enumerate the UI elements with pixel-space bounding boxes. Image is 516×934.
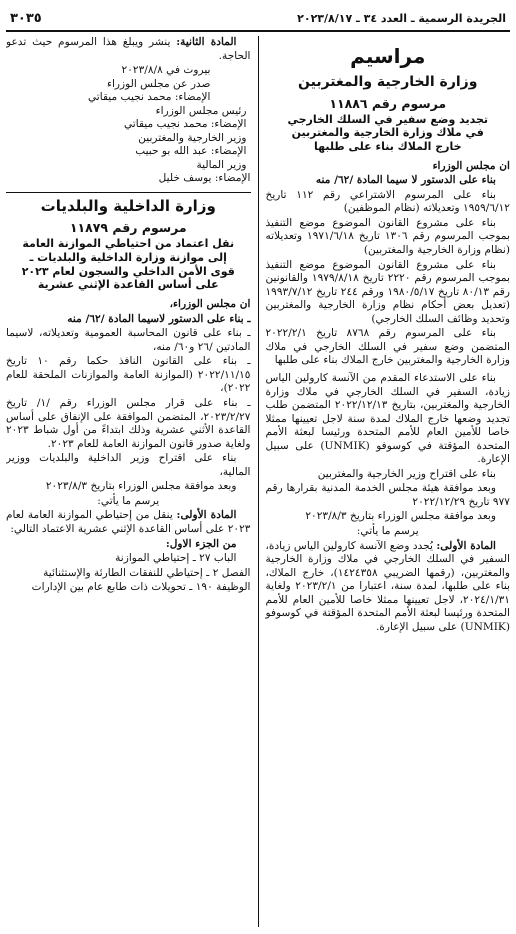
basis-paragraph: بناء على الاستدعاء المقدم من الآنسة كارولين الياس زيادة، السفير في السلك الخارجي في ملاك وزارة الخارجية والمغتربين، بتاريخ ٢٠٢٢/١٢/١٣ المتضمن طلب تجديد وضعها خارج الملاك لمدة سنة لاجل تعيينها ممثلا خاصا للأمين العام للأمم المتحدة ورئيسا لبعثة الأمم المتحدة المؤقتة في كوسوفو (UNMIK) على سبيل الإعارة. [265, 371, 510, 466]
ministry-title: وزارة الداخلية والبلديات [40, 197, 216, 216]
basis-paragraph: بناء على المرسوم الاشتراعي رقم ١١٢ تاريخ ١٩٥٩/٦/١٢ وتعديلاته (نظام الموظفين) [265, 188, 510, 215]
date-place: بيروت في ٢٠٢٣/٨/٨ [121, 64, 211, 77]
basis-paragraph: وبعد موافقة هيئة مجلس الخدمة المدنية بقرارها رقم ٩٧٧ تاريخ ٢٠٢٢/١٢/٢٩ [265, 482, 510, 508]
decrees-line: يرسم ما يأتي: [97, 494, 160, 507]
basis-paragraph: بناء على المرسوم رقم ٨٧٦٨ تاريخ ٢٠٢٢/٢/١ المتضمن وضع سفير في السلك الخارجي في ملاك وزارة الخارجية والمغتربين خارج الملاك بناء على طلبها [265, 327, 510, 367]
basis-paragraph: ـ بناء على قرار مجلس الوزراء رقم /١/ تاريخ ٢٠٢٣/٢/٢٧، المتضمن الموافقة على الإنفاق على أساس القاعدة الأثني عشرية وذلك ابتداءً من أول شباط ٢٠٢٣ ولغاية صدور قانون الموازنة العامة للعام ٢٠٢٣. [5, 397, 251, 450]
part-heading: من الجزء الاول: [165, 537, 237, 550]
basis-paragraph: ـ بناء على قانون المحاسبة العمومية وتعديلاته، لاسيما المادتين /٢٦ و٦٠/ منه، [5, 327, 251, 353]
budget-section: الفصل ٢ ـ إحتياطي للنفقات الطارئة والإستثنائية [43, 566, 251, 579]
decrees-line: يرسم ما يأتي: [356, 524, 419, 537]
two-column-body [6, 32, 510, 927]
basis-paragraph: بناء على مشروع القانون الموضوع موضع التنفيذ بموجب المرسوم رقم ٢٢٢٠ تاريخ ١٩٧٩/٨/١٨ والقانونين رقم ٨٠/١٣ تاريخ ١٩٨٠/٥/١٧ ورقم ٢٤٤ تاريخ ١٩٩٣/٧/١٢ (تعديل بعض أحكام نظام وزارة الخارجية والمغتربين وتحديد وظائف السلك الخارجي) [265, 258, 510, 325]
decree-subject-line: إلى موازنة وزارة الداخلية والبلديات ـ [29, 250, 227, 264]
budget-function: الوظيفة ١٩٠ ـ تحويلات ذات طابع عام بين الإدارات [31, 581, 251, 594]
article-label: المادة الأولى: [436, 539, 496, 552]
basis-paragraph: وبعد موافقة مجلس الوزراء بتاريخ ٢٠٢٣/٨/٣ [305, 510, 496, 523]
signatory-title: وزير المالية [196, 158, 247, 171]
basis-paragraph: بناء على مشروع القانون الموضوع موضع التنفيذ بموجب المرسوم رقم ١٣٠٦ تاريخ ١٩٧١/٦/١٨ وتعديلاته (نظام وزارة الخارجية والمغتربين) [265, 216, 510, 257]
article-one [6, 509, 251, 536]
section-title: مراسيم [350, 44, 426, 68]
constitution-basis: ـ بناء على الدستور لاسيما المادة /٦٢/ منه [67, 312, 251, 325]
decree-subject-line: قوى الأمن الداخلي والسجون لعام ٢٠٢٣ [21, 264, 235, 278]
basis-paragraph: وبعد موافقة مجلس الوزراء بتاريخ ٢٠٢٣/٨/٣ [45, 480, 237, 493]
article-two [6, 36, 251, 63]
page-header [6, 6, 510, 32]
left-column [6, 36, 258, 927]
ministry-title: وزارة الخارجية والمغتربين [298, 73, 478, 90]
basis-paragraph: بناء على اقتراح وزير الخارجية والمغتربين [317, 467, 496, 480]
council-heading: ان مجلس الوزراء، [169, 298, 251, 311]
article-text: يُجدد وضع الآنسة كارولين الياس زيادة، السفير في السلك الخارجي في ملاك وزارة الخارجية والمغتربين، (رقمها الضريبي ١٤٢٤٣٥٨)، خارج الملاك، بناء على طلبها، لمدة سنة، اعتبارا من ٢٠٢٣/٢/١ ولغاية ٢٠٢٤/١/٣١، لاجل تعيينها ممثلا خاصا للأمين العام للأمم المتحدة ورئيسا لبعثة الأمم المتحدة المؤقتة في كوسوفو (UNMIK) على سبيل الإعارة. [265, 539, 510, 633]
basis-paragraph: ـ بناء على القانون النافذ حكما رقم ١٠ تاريخ ٢٠٢٢/١١/١٥ (الموازنة العامة والموازنات الملحقة للعام ٢٠٢٢)، [5, 355, 251, 395]
basis-paragraph: بناء على اقتراح وزير الداخلية والبلديات ووزير المالية، [5, 452, 251, 478]
column-divider [258, 36, 259, 927]
signatory-title: رئيس مجلس الوزراء [155, 104, 247, 117]
issued-by: صدر عن مجلس الوزراء [107, 77, 211, 90]
article-text: ينشر ويبلغ هذا المرسوم حيث تدعو الحاجة. [5, 36, 251, 62]
constitution-basis: بناء على الدستور لا سيما المادة /٦٢/ منه [315, 174, 496, 187]
decree-number: مرسوم رقم ١١٨٨٦ [329, 95, 447, 111]
right-column [258, 36, 510, 927]
signature-block [6, 64, 251, 186]
decree-subject-line: خارج الملاك بناء على طلبها [313, 140, 462, 153]
article-label: المادة الأولى: [176, 509, 237, 522]
decree-subject-line: على أساس القاعدة الإثني عشرية [37, 278, 219, 292]
budget-chapter: الباب ٢٧ ـ إحتياطي الموازنة [115, 552, 237, 565]
journal-issue-info: الجريدة الرسمية ـ العدد ٣٤ ـ ٢٠٢٣/٨/١٧ [297, 11, 506, 25]
decree-subject-line: في ملاك وزارة الخارجية والمغتربين [291, 126, 484, 140]
decree-subject-line: نقل اعتماد من احتياطي الموازنة العامة [22, 237, 235, 251]
article-text: ينقل من إحتياطي الموازنة العامة لعام ٢٠٢٣ على أساس القاعدة الإثني عشرية الاعتماد التالي: [5, 509, 251, 535]
article-one [265, 540, 510, 635]
signatory-title: وزير الخارجية والمغتربين [138, 131, 247, 144]
signature-line: الإمضاء: عبد الله بو حبيب [135, 145, 247, 158]
signature-line: الإمضاء: محمد نجيب ميقاتي [87, 91, 211, 104]
decree-subject-line: تجديد وضع سفير في السلك الخارجي [287, 112, 489, 126]
article-label: المادة الثانية: [176, 36, 237, 48]
page-number: ٣٠٣٥ [10, 10, 42, 26]
council-heading: ان مجلس الوزراء [432, 159, 510, 172]
signature-line: الإمضاء: يوسف خليل [158, 172, 251, 185]
signature-line: الإمضاء: محمد نجيب ميقاتي [123, 118, 247, 131]
decree-number: مرسوم رقم ١١٨٧٩ [69, 220, 187, 236]
section-rule [6, 192, 251, 193]
